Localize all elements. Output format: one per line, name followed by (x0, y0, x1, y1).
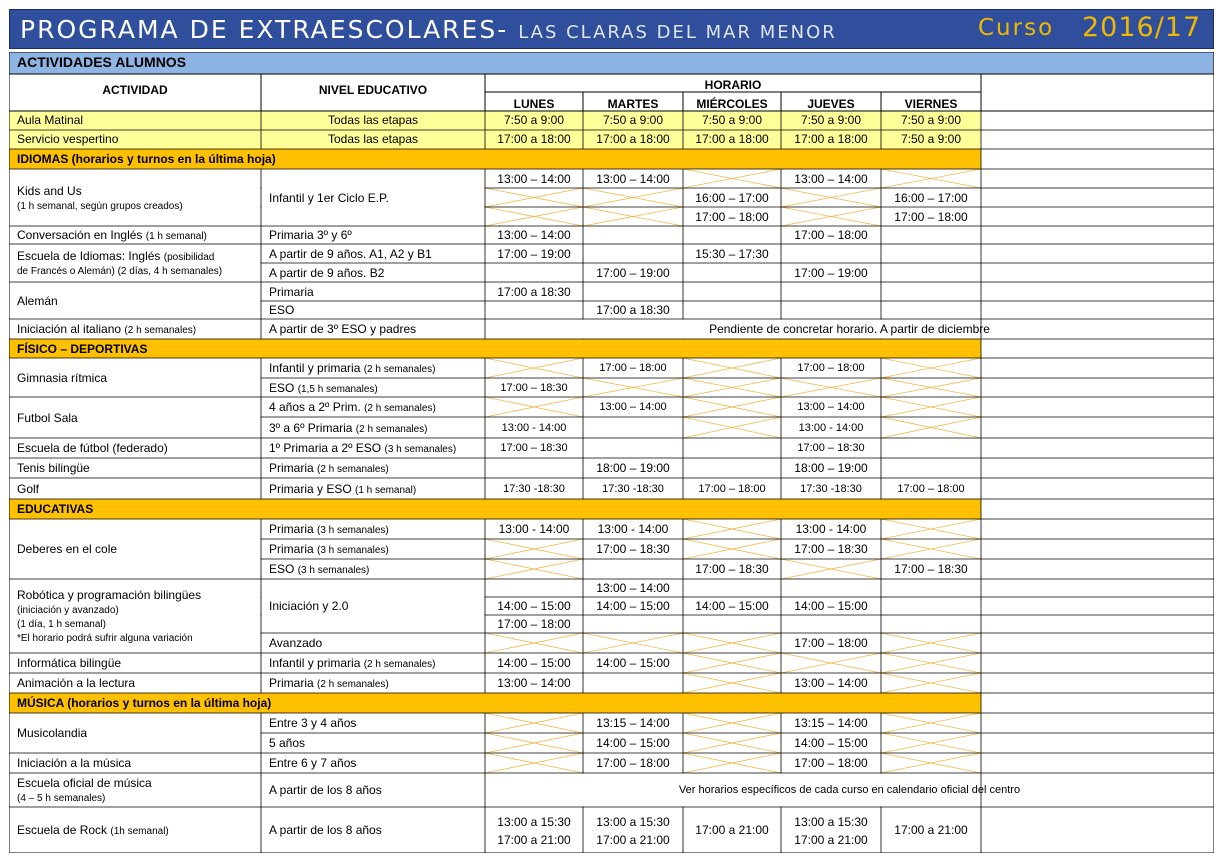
level-name (269, 303, 294, 317)
activity-name (17, 676, 135, 690)
time-cell: 13:00 – 14:00 (596, 581, 670, 595)
level-text: A partir de 3º ESO y padres (269, 322, 417, 336)
activity-name (17, 228, 207, 244)
level-note: (3 h semanales) (384, 444, 457, 455)
level-note: (2 h semanales) (317, 464, 389, 475)
time-cell: 17:00 – 18:00 (497, 617, 571, 631)
activity-note: (1 h semanal) (145, 231, 207, 242)
level-name (269, 400, 436, 416)
col-day-0: LUNES (513, 97, 555, 111)
level-name (269, 461, 389, 477)
level-note: (2 h semanales) (355, 423, 428, 435)
activity-text: Kids and Us (17, 183, 82, 198)
time-cell: 14:00 – 15:00 (497, 599, 571, 613)
time-cell: 14:00 – 15:00 (596, 656, 670, 670)
schedule-table (9, 52, 1214, 853)
level-name (269, 522, 389, 538)
col-day-4: VIERNES (904, 97, 958, 111)
time-cell: 17:00 – 18:00 (794, 756, 868, 770)
section-label: IDIOMAS (horarios y turnos en la última hoja) (17, 152, 276, 166)
time-cell: 17:00 a 21:00 (596, 833, 670, 847)
merged-note: Ver horarios específicos de cada curso en calendario oficial del centro (678, 784, 1021, 796)
time-cell: 16:00 – 17:00 (894, 190, 968, 205)
activity-name (17, 322, 196, 338)
row-time: 7:50 a 9:00 (503, 113, 565, 127)
time-cell: 14:00 – 15:00 (695, 599, 769, 613)
merge-mask (10, 538, 261, 539)
row-time: 7:50 a 9:00 (900, 132, 962, 146)
time-cell: 13:00 – 14:00 (794, 171, 868, 186)
level-name (269, 421, 428, 437)
level-note: (3 h semanales) (317, 545, 389, 556)
merge-mask (262, 596, 485, 597)
level-note: (2 h semanales) (363, 364, 436, 375)
row-time: 17:00 a 18:00 (497, 132, 571, 146)
time-cell: 13:15 – 14:00 (596, 716, 670, 730)
activity-name (17, 542, 117, 556)
activity-text: Tenis bilingüe (17, 461, 90, 475)
time-cell: 13:00 – 14:00 (497, 228, 571, 242)
time-cell: 17:30 -18:30 (602, 482, 664, 495)
time-cell: 17:00 – 18:30 (500, 442, 568, 454)
time-cell: 18:00 – 19:00 (596, 461, 670, 475)
program-title (20, 15, 837, 44)
section-band (9, 339, 981, 358)
activity-text: Robótica y programación bilingües (17, 588, 202, 602)
time-cell: 15:30 – 17:30 (695, 246, 769, 261)
level-text: Primaria (269, 542, 318, 556)
activity-name (17, 371, 107, 385)
level-text: Primaria y ESO (269, 481, 356, 496)
activity-note: (4 – 5 h semanales) (17, 793, 106, 804)
time-cell: 14:00 – 15:00 (794, 599, 868, 613)
activity-name (17, 294, 58, 308)
col-activity: ACTIVIDAD (102, 83, 168, 97)
merge-mask (262, 614, 485, 615)
time-cell: 13:00 – 14:00 (794, 676, 868, 690)
time-cell: 17:00 – 18:00 (894, 209, 968, 224)
time-cell: 17:30 -18:30 (503, 482, 565, 495)
level-name (269, 482, 416, 498)
level-name (269, 285, 314, 299)
row-time: 17:00 a 18:00 (695, 132, 769, 146)
time-cell: 13:00 – 14:00 (797, 401, 865, 413)
activity-note: *El horario podrá sufrir alguna variación (17, 633, 193, 644)
time-cell: 14:00 – 15:00 (497, 656, 571, 670)
level-text: Primaria (269, 676, 318, 690)
merged-note: Pendiente de concretar horario. A partir de diciembre (709, 322, 990, 336)
activity-name (17, 461, 90, 475)
row-activity: Aula Matinal (17, 113, 84, 127)
activity-note: de Francés o Alemán) (2 días, 4 h semanales) (17, 266, 223, 277)
row-time: 17:00 a 18:00 (794, 132, 868, 146)
col-day-2: MIÉRCOLES (696, 97, 768, 111)
activity-name (17, 790, 105, 806)
section-title: ACTIVIDADES ALUMNOS (17, 54, 187, 70)
activity-text: Iniciación a la música (17, 756, 132, 770)
level-name (269, 599, 348, 613)
level-name (269, 716, 356, 730)
activity-text: Escuela oficial de música (17, 776, 152, 790)
row-time: 17:00 a 18:00 (596, 132, 670, 146)
level-text: A partir de 9 años. A1, A2 y B1 (269, 246, 432, 261)
level-text: 1º Primaria a 2º ESO (269, 441, 385, 455)
row-level: Todas las etapas (327, 113, 419, 127)
level-name (269, 676, 389, 692)
program-title-main: PROGRAMA DE EXTRAESCOLARES- (20, 15, 509, 44)
activity-note: (1 h semanal, según grupos creados) (17, 200, 183, 212)
level-text: Primaria 3º y 6º (269, 228, 352, 242)
col-day-3: JUEVES (807, 97, 855, 111)
row-activity: Servicio vespertino (17, 132, 119, 146)
time-cell: 14:00 – 15:00 (596, 599, 670, 613)
level-name (269, 756, 356, 770)
level-text: Infantil y primaria (269, 361, 364, 375)
level-text: A partir de 9 años. B2 (269, 265, 385, 280)
level-note: (3 h semanales) (317, 525, 389, 536)
level-name (269, 266, 384, 280)
row-level: Todas las etapas (327, 132, 419, 146)
time-cell: 13:00 a 15:30 (497, 815, 571, 829)
level-text: Entre 6 y 7 años (269, 756, 357, 770)
section-band (9, 499, 981, 519)
level-text: ESO (269, 562, 298, 576)
row-time: 7:50 a 9:00 (701, 113, 763, 127)
title-bar (9, 52, 1214, 74)
time-cell: 17:00 – 19:00 (794, 265, 868, 280)
time-cell: 17:00 a 18:30 (497, 284, 571, 299)
level-text: Avanzado (269, 636, 323, 650)
row-time: 7:50 a 9:00 (602, 113, 664, 127)
level-note: (2 h semanales) (317, 679, 389, 690)
time-cell: 17:00 – 18:00 (797, 362, 865, 374)
activity-name (17, 482, 39, 496)
course-year: 2016/17 (1082, 12, 1202, 43)
activity-text: Animación a la lectura (17, 676, 136, 690)
level-name (269, 783, 382, 797)
level-name (269, 562, 369, 578)
activity-note: (1h semanal) (110, 826, 169, 837)
time-cell: 17:00 – 18:00 (695, 209, 769, 224)
time-cell: 13:00 - 14:00 (597, 522, 669, 536)
activity-text: Musicolandia (17, 726, 88, 740)
time-cell: 17:00 – 18:30 (894, 562, 968, 576)
activity-text: Conversación en Inglés (17, 228, 146, 242)
level-note: (1 h semanal) (355, 484, 417, 496)
activity-text: Futbol Sala (17, 410, 78, 425)
level-name (269, 823, 382, 837)
level-text: 5 años (269, 736, 306, 750)
activity-note: (iniciación y avanzado) (17, 605, 119, 616)
activity-text: Escuela de fútbol (federado) (17, 441, 168, 455)
level-text: 3º a 6º Primaria (269, 420, 356, 435)
page-header (9, 9, 1214, 49)
time-cell: 13:00 – 14:00 (497, 676, 571, 690)
time-cell: 13:00 - 14:00 (798, 421, 864, 434)
section-label: FÍSICO – DEPORTIVAS (17, 342, 148, 356)
level-note: (2 h semanales) (363, 659, 436, 670)
time-cell: 17:00 – 18:30 (695, 562, 769, 576)
time-cell: 13:00 – 14:00 (599, 401, 667, 413)
level-text: Primaria (269, 522, 318, 536)
level-name (269, 228, 352, 242)
level-note: (1,5 h semanales) (297, 383, 378, 395)
time-cell: 13:00 a 15:30 (794, 815, 868, 829)
activity-name (17, 756, 131, 770)
level-name (269, 441, 456, 457)
time-cell: 17:00 – 18:30 (596, 542, 670, 556)
time-cell: 17:00 – 18:30 (500, 381, 568, 394)
time-cell: 17:00 – 18:00 (599, 362, 667, 374)
level-text: Entre 3 y 4 años (269, 716, 357, 730)
level-name (269, 322, 416, 336)
col-level: NIVEL EDUCATIVO (318, 83, 428, 97)
activity-note: (posibilidad (163, 252, 215, 263)
activity-text: Informática bilingüe (17, 656, 122, 670)
col-day-1: MARTES (607, 97, 659, 111)
activity-text: Iniciación al italiano (17, 322, 125, 336)
level-text: 4 años a 2º Prim. (269, 400, 365, 414)
time-cell: 13:00 - 14:00 (795, 522, 867, 536)
activity-name (17, 588, 201, 602)
time-cell: 13:00 - 14:00 (498, 522, 570, 536)
time-cell: 17:00 a 18:30 (596, 303, 670, 317)
time-cell: 13:00 – 14:00 (596, 171, 670, 186)
activity-note: (1 día, 1 h semanal) (17, 619, 106, 630)
time-cell: 17:30 -18:30 (800, 482, 862, 495)
activity-name (17, 823, 169, 839)
activity-text: Deberes en el cole (17, 542, 118, 556)
level-name (269, 636, 322, 650)
level-text: A partir de los 8 años (269, 823, 382, 837)
time-cell: 13:00 a 15:30 (596, 815, 670, 829)
activity-name (17, 411, 78, 425)
time-cell: 13:15 – 14:00 (794, 716, 868, 730)
time-cell: 18:00 – 19:00 (794, 461, 868, 475)
level-text: Iniciación y 2.0 (269, 599, 349, 613)
level-name (269, 191, 389, 205)
col-schedule: HORARIO (704, 78, 762, 92)
row-time: 7:50 a 9:00 (900, 113, 962, 127)
level-text: ESO (269, 303, 295, 317)
time-cell: 17:00 – 18:00 (596, 756, 670, 770)
time-cell: 14:00 – 15:00 (596, 736, 670, 750)
course-label: Curso (978, 15, 1055, 41)
level-name (269, 247, 432, 261)
activity-name (17, 656, 121, 670)
time-cell: 17:00 – 18:30 (797, 442, 865, 454)
time-cell: 17:00 a 21:00 (894, 823, 968, 837)
school-name: LAS CLARAS DEL MAR MENOR (518, 22, 837, 43)
merge-mask (262, 206, 485, 207)
activity-text: Golf (17, 481, 40, 496)
time-cell: 17:00 a 21:00 (497, 833, 571, 847)
activity-text: Escuela de Rock (17, 823, 111, 837)
level-text: Infantil y primaria (269, 656, 364, 670)
activity-name (17, 263, 222, 279)
time-cell: 17:00 – 19:00 (596, 265, 670, 280)
activity-name (17, 630, 193, 646)
activity-name (17, 441, 168, 455)
level-text: Infantil y 1er Ciclo E.P. (269, 190, 389, 205)
row-time: 7:50 a 9:00 (800, 113, 862, 127)
activity-name (17, 726, 87, 740)
activity-note: (2 h semanales) (124, 325, 197, 336)
level-name (269, 736, 305, 750)
time-cell: 17:00 – 18:00 (794, 228, 868, 242)
activity-text: Alemán (17, 293, 58, 308)
activity-name (17, 198, 183, 214)
time-cell: 13:00 – 14:00 (497, 171, 571, 186)
time-cell: 17:00 – 18:30 (794, 542, 868, 556)
activity-name (17, 184, 82, 198)
level-note: (2 h semanales) (364, 403, 436, 414)
time-cell: 14:00 – 15:00 (794, 736, 868, 750)
section-label: MÚSICA (horarios y turnos en la última hoja) (17, 696, 272, 710)
merge-mask (262, 187, 485, 188)
level-text: A partir de los 8 años (269, 783, 382, 797)
time-cell: 17:00 a 21:00 (695, 823, 769, 837)
time-cell: 13:00 - 14:00 (501, 421, 567, 434)
level-text: ESO (269, 380, 298, 395)
level-name (269, 542, 389, 558)
level-note: (3 h semanales) (297, 565, 370, 576)
activity-text: Gimnasia rítmica (17, 370, 108, 385)
level-name (269, 361, 435, 377)
level-text: Primaria (269, 284, 314, 299)
time-cell: 17:00 – 18:00 (698, 482, 766, 495)
level-name (269, 381, 378, 397)
activity-text: Escuela de Idiomas: Inglés (17, 249, 164, 263)
time-cell: 16:00 – 17:00 (695, 190, 769, 205)
time-cell: 17:00 a 21:00 (794, 833, 868, 847)
level-name (269, 656, 435, 672)
level-text: Primaria (269, 461, 318, 475)
time-cell: 17:00 – 18:00 (794, 636, 868, 650)
time-cell: 17:00 – 18:00 (897, 482, 965, 495)
activity-name (17, 776, 152, 790)
merge-mask (10, 558, 261, 559)
time-cell: 17:00 – 19:00 (497, 246, 571, 261)
section-label: EDUCATIVAS (17, 502, 94, 516)
